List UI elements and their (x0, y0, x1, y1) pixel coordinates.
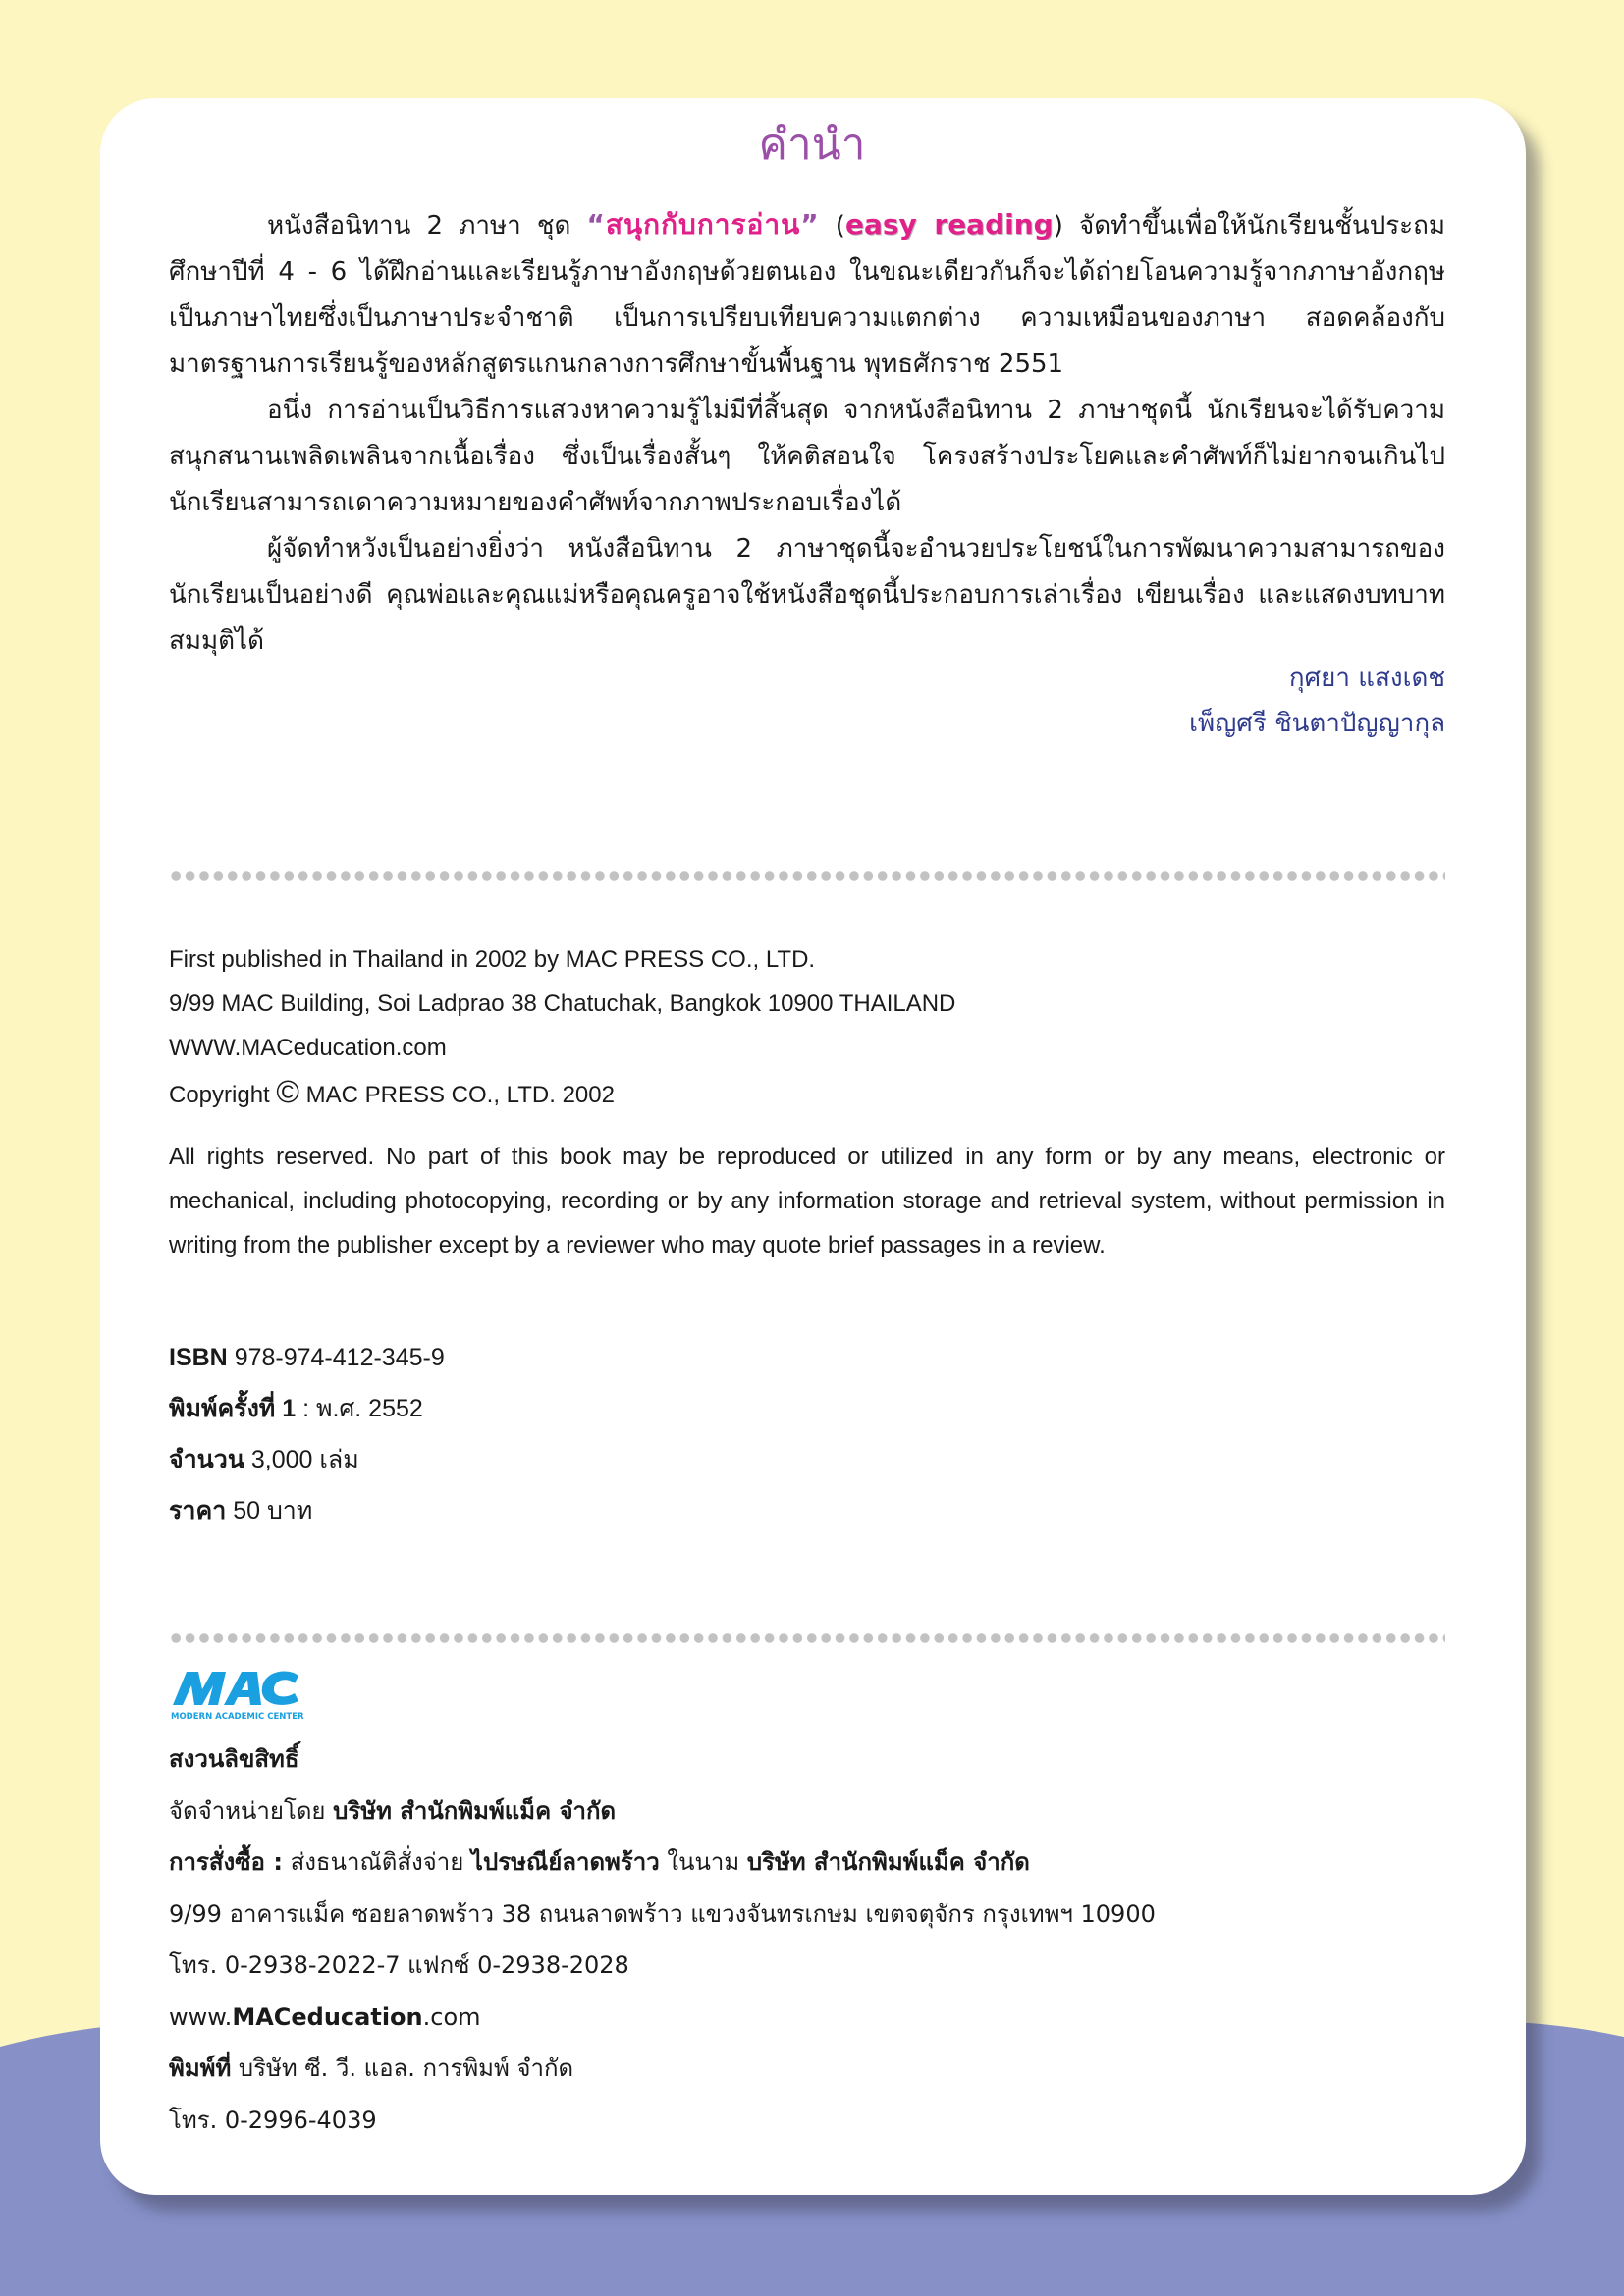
publisher-contact (169, 1734, 1445, 2146)
preface-p1-end: จัดทำขึ้นเพื่อให้นักเรียนชั้นประถมศึกษาปีที่ 4 - 6 ได้ฝึกอ่านและเรียนรู้ภาษาอังกฤษด้วยตนเอง ในขณะเดียวกันก็จะได้ถ่ายโอนความรู้จากภาษาอังกฤษเป็นภาษาไทยซึ่งเป็นภาษาประจำชาติ เป็นการเปรียบเทียบความแตกต่าง ความเหมือนของภาษา สอดคล้องกับมาตรฐานการเรียนรู้ของหลักสูตรแกนกลางการศึกษาขั้นพื้นฐาน พุทธศักราช 2551 (169, 211, 1446, 379)
publication-info (169, 937, 1445, 1117)
mac-logo-icon (169, 1662, 326, 1723)
svg-text:MODERN ACADEMIC CENTER: MODERN ACADEMIC CENTER (171, 1712, 304, 1722)
first-published-line: First published in Thailand in 2002 by MAC PRESS CO., LTD. (169, 946, 816, 973)
book-metadata (169, 1332, 1445, 1536)
website-line: www.MACeducation.com (169, 2002, 481, 2031)
series-paren-close: ) (1053, 211, 1063, 240)
thai-address-line: 9/99 อาคารแม็ค ซอยลาดพร้าว 38 ถนนลาดพร้าว แขวงจันทรเกษม เขตจตุจักร กรุงเทพฯ 10900 (169, 1899, 1156, 1928)
printer-line: พิมพ์ที่ บริษัท ซี. วี. แอล. การพิมพ์ จำกัด (169, 2055, 574, 2082)
author-name-2: เพ็ญศรี ชินตาปัญญากุล (1189, 709, 1445, 738)
preface-body (169, 201, 1445, 665)
publisher-address-line: 9/99 MAC Building, Soi Ladprao 38 Chatuchak, Bangkok 10900 THAILAND (169, 990, 956, 1017)
preface-paragraph-2: อนึ่ง การอ่านเป็นวิธีการแสวงหาความรู้ไม่มีที่สิ้นสุด จากหนังสือนิทาน 2 ภาษาชุดนี้ นักเรียนจะได้รับความสนุกสนานเพลิดเพลินจากเนื้อเรื่อง ซึ่งเป็นเรื่องสั้นๆ ให้คติสอนใจ โครงสร้างประโยคและคำศัพท์ก็ไม่ยากจนเกินไป นักเรียนสามารถเดาความหมายของคำศัพท์จากภาพประกอบเรื่องได้ (169, 396, 1445, 517)
printer-phone-line: โทร. 0-2996-4039 (169, 2106, 377, 2134)
copyright-reserved-thai: สงวนลิขสิทธิ์ (169, 1745, 299, 1773)
print-edition-row: พิมพ์ครั้งที่ 1 : พ.ศ. 2552 (169, 1395, 423, 1422)
author-name-1: กุศยา แสงเดช (1288, 664, 1445, 693)
isbn-row: ISBN 978-974-412-345-9 (169, 1344, 445, 1371)
dotted-divider-bottom (169, 1633, 1445, 1643)
price-row: ราคา 50 บาท (169, 1497, 313, 1524)
preface-paragraph-3: ผู้จัดทำหวังเป็นอย่างยิ่งว่า หนังสือนิทาน 2 ภาษาชุดนี้จะอำนวยประโยชน์ในการพัฒนาความสามารถของนักเรียนเป็นอย่างดี คุณพ่อและคุณแม่หรือคุณครูอาจใช้หนังสือชุดนี้ประกอบการเล่าเรื่อง เขียนเรื่อง และแสดงบทบาทสมมุติได้ (169, 534, 1445, 656)
series-title-thai: “สนุกกับการอ่าน” (586, 208, 820, 240)
copyright-symbol: © (276, 1074, 299, 1109)
dotted-divider-top (169, 871, 1445, 881)
order-line: การสั่งซื้อ : ส่งธนาณัติสั่งจ่าย ไปรษณีย์ลาดพร้าว ในนาม บริษัท สำนักพิมพ์แม็ค จำกัด (169, 1848, 1030, 1876)
publisher-website: WWW.MACeducation.com (169, 1035, 447, 1061)
preface-title: คำนำ (758, 120, 866, 170)
copyright-line: Copyright © MAC PRESS CO., LTD. 2002 (169, 1074, 615, 1109)
series-title-english: easy reading (844, 208, 1054, 240)
phone-fax-line: โทร. 0-2938-2022-7 แฟกซ์ 0-2938-2028 (169, 1951, 629, 1979)
series-paren-open: ( (835, 211, 845, 240)
distributor-line: จัดจำหน่ายโดย บริษัท สำนักพิมพ์แม็ค จำกัด (169, 1796, 617, 1825)
preface-signature (169, 656, 1445, 746)
print-count-row: จำนวน 3,000 เล่ม (169, 1446, 359, 1473)
preface-paragraph-1 (169, 201, 1445, 388)
rights-reserved-notice: All rights reserved. No part of this book may be reproduced or utilized in any form or by any means, electronic or mechanical, including photocopying, recording or by any information storage and retrieval system, without permission in writing from the publisher except by a reviewer who may quote brief passages in a review. (169, 1144, 1445, 1258)
preface-p1-start: หนังสือนิทาน 2 ภาษา ชุด (267, 211, 571, 240)
